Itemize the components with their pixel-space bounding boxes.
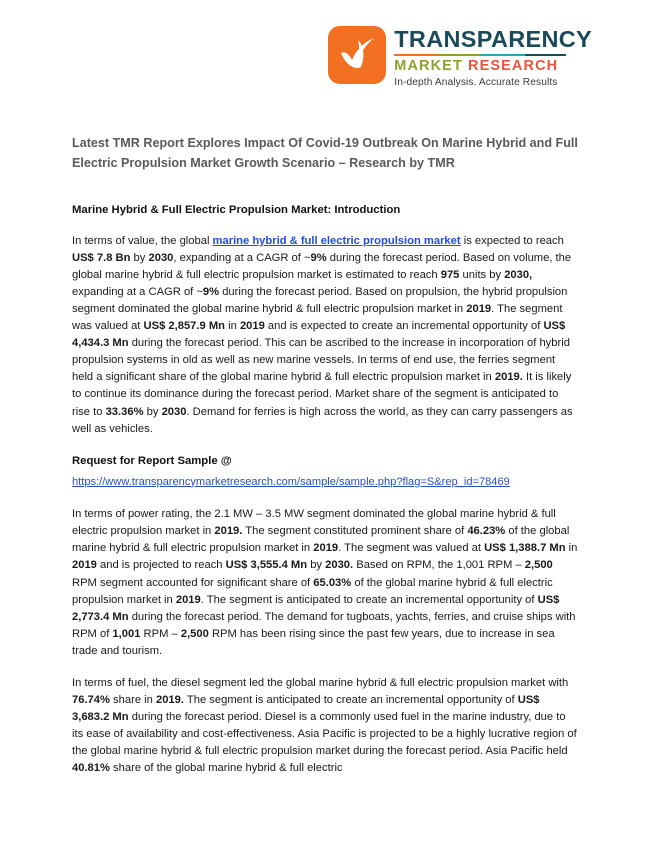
- logo-market-word: MARKET: [394, 58, 463, 75]
- value-regional-share: 40.81%: [72, 762, 110, 775]
- value-rpm: 2,500: [524, 559, 553, 572]
- inline-market-link[interactable]: marine hybrid & full electric propulsion market: [212, 234, 461, 247]
- text-fragment: RPM –: [140, 627, 181, 640]
- logo-research-word: RESEARCH: [468, 58, 559, 75]
- value-cagr: 9%: [202, 285, 220, 298]
- text-fragment: In terms of power rating, the 2.1 MW – 3.5 MW segment dominated the global marine hybrid & full electric propulsion market in: [72, 508, 556, 538]
- value-year: 2030: [148, 251, 174, 264]
- logo-wordmark: [394, 26, 592, 88]
- logo-color-rule: [394, 54, 566, 57]
- paragraph-power-rating: [72, 506, 579, 660]
- value-segment-value: US$ 2,857.9 Mn: [143, 320, 225, 333]
- value-year: 2030: [161, 405, 187, 418]
- text-fragment: RPM has been rising since the past few years, due to increase in sea trade and tourism.: [72, 627, 555, 657]
- document-content: [72, 133, 579, 777]
- value-year: 2019.: [155, 694, 184, 707]
- checkmark-leaf-icon: [328, 26, 386, 84]
- text-fragment: units by: [459, 268, 505, 281]
- logo-market-research-text: [394, 59, 592, 75]
- text-fragment: . The segment was valued at: [72, 303, 563, 333]
- value-rpm: 1,001: [112, 627, 141, 640]
- text-fragment: during the forecast period. This can be ascribed to the increase in incorporation of hybrid propulsion systems in old as well as new marine vessels. In terms of end use, the ferries segment held a significant share of the global marine hybrid & full electric propulsion market in: [72, 337, 570, 384]
- section-heading-introduction: Marine Hybrid & Full Electric Propulsion Market: Introduction: [72, 203, 401, 216]
- paragraph-introduction: [72, 233, 579, 438]
- value-market-size: US$ 7.8 Bn: [72, 251, 131, 264]
- value-share: 76.74%: [72, 694, 110, 707]
- text-fragment: In terms of fuel, the diesel segment led the global marine hybrid & full electric propulsion market with: [72, 676, 569, 689]
- text-fragment: of the global marine hybrid & full electric propulsion market in: [72, 525, 570, 555]
- text-fragment: . The segment is anticipated to create an incremental opportunity of: [200, 593, 538, 606]
- value-incremental-opportunity: US$ 2,773.4 Mn: [72, 593, 560, 623]
- value-year: 2019: [313, 542, 339, 555]
- value-incremental-opportunity: US$ 3,683.2 Mn: [72, 694, 540, 724]
- value-segment-value: US$ 1,388.7 Mn: [484, 542, 566, 555]
- text-fragment: The segment constituted prominent share of: [242, 525, 468, 538]
- value-year: 2019: [72, 559, 97, 572]
- value-year: 2019.: [494, 371, 523, 384]
- sample-request-label: Request for Report Sample @: [72, 454, 232, 467]
- value-year: 2019: [239, 320, 265, 333]
- value-year: 2019: [466, 303, 492, 316]
- text-fragment: and is expected to create an incremental opportunity of: [264, 320, 544, 333]
- text-fragment: Based on RPM, the 1,001 RPM –: [353, 559, 525, 572]
- text-fragment: . Demand for ferries is high across the world, as they can carry passengers as well as vehicles.: [72, 405, 573, 435]
- text-fragment: by: [307, 559, 326, 572]
- value-incremental-opportunity: US$ 4,434.3 Mn: [72, 320, 566, 350]
- paragraph-fuel: [72, 675, 579, 777]
- text-fragment: The segment is anticipated to create an incremental opportunity of: [183, 694, 518, 707]
- value-year: 2030,: [504, 268, 533, 281]
- text-fragment: RPM segment accounted for significant share of: [72, 576, 314, 589]
- value-rpm: 2,500: [180, 627, 209, 640]
- value-units: 975: [440, 268, 460, 281]
- text-fragment: in: [565, 542, 578, 555]
- value-year: 2019.: [214, 525, 243, 538]
- value-market-share: 33.36%: [105, 405, 144, 418]
- text-fragment: is expected to reach: [460, 234, 564, 247]
- value-share: 46.23%: [467, 525, 506, 538]
- text-fragment: . The segment was valued at: [338, 542, 485, 555]
- value-year: 2019: [175, 593, 201, 606]
- logo-tagline: In-depth Analysis. Accurate Results: [394, 77, 558, 89]
- text-fragment: share in: [109, 694, 156, 707]
- value-year: 2030.: [325, 559, 354, 572]
- logo-transparency-text: TRANSPARENCY: [394, 26, 592, 52]
- text-fragment: by: [130, 251, 149, 264]
- text-fragment: It is likely to continue its dominance during the forecast period. Market share of the segment is anticipated to rise to: [72, 371, 572, 418]
- page-title: Latest TMR Report Explores Impact Of Covid-19 Outbreak On Marine Hybrid and Full Electric Propulsion Market Growth Scenario – Research by TMR: [72, 136, 578, 171]
- text-fragment: by: [143, 405, 162, 418]
- text-fragment: during the forecast period. Based on volume, the global marine hybrid & full electric propulsion market is estimated to reach: [72, 251, 572, 281]
- text-fragment: in: [225, 320, 240, 333]
- value-cagr: 9%: [310, 251, 327, 264]
- value-share: 65.03%: [313, 576, 352, 589]
- text-fragment: share of the global marine hybrid & full electric: [109, 762, 343, 775]
- text-fragment: of the global marine hybrid & full electric propulsion market in: [72, 576, 553, 606]
- value-projected-value: US$ 3,555.4 Mn: [225, 559, 308, 572]
- text-fragment: and is projected to reach: [96, 559, 226, 572]
- tmr-logo: [328, 26, 592, 88]
- sample-request-block: [72, 453, 579, 491]
- text-fragment: expanding at a CAGR of ~: [72, 285, 203, 298]
- text-fragment: , expanding at a CAGR of ~: [173, 251, 311, 264]
- text-fragment: during the forecast period. Based on propulsion, the hybrid propulsion segment dominated the global marine hybrid & full electric propulsion market in: [72, 285, 568, 316]
- text-fragment: during the forecast period. Diesel is a commonly used fuel in the marine industry, due to its ease of availability and cost-effectiveness. Asia Pacific is projected to be a highly lucrative region of the global marine hybrid & full electric propulsion market during the forecast period. Asia Pacific held: [72, 711, 577, 758]
- sample-request-link[interactable]: https://www.transparencymarketresearch.com/sample/sample.php?flag=S&rep_id=78469: [72, 475, 510, 488]
- text-fragment: during the forecast period. The demand for tugboats, yachts, ferries, and cruise ships with RPM of: [72, 610, 576, 640]
- text-fragment: In terms of value, the global: [72, 234, 213, 247]
